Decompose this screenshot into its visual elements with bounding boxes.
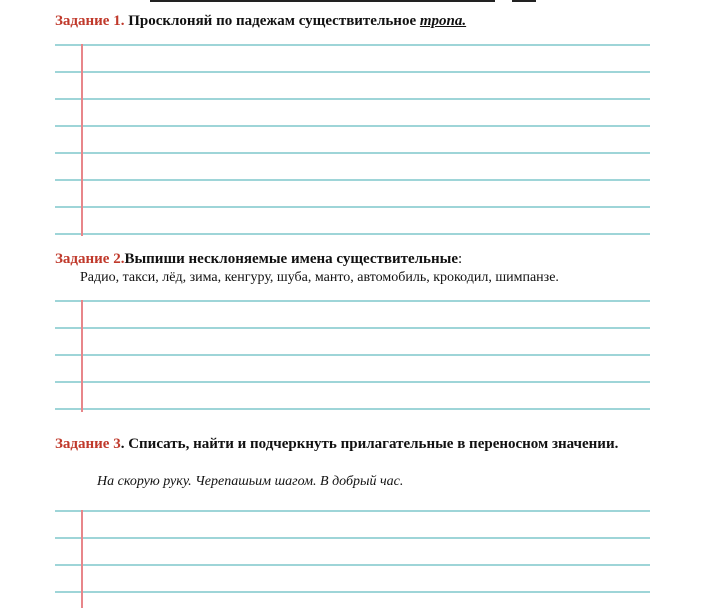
top-underline-short — [512, 0, 536, 2]
task-3-heading — [55, 435, 625, 454]
task-3-phrases: На скорую руку. Черепашьим шагом. В добрый час. — [97, 474, 404, 489]
top-underline — [150, 0, 495, 2]
task-1-heading — [55, 12, 655, 31]
ruled-line — [55, 179, 650, 181]
task-2-lined-area — [55, 300, 650, 416]
task-3-lined-area — [55, 510, 650, 608]
ruled-line — [55, 152, 650, 154]
ruled-line — [55, 206, 650, 208]
ruled-line — [55, 125, 650, 127]
ruled-line — [55, 71, 650, 73]
ruled-line — [55, 44, 650, 46]
task-1-number: Задание 1 — [55, 13, 121, 29]
task-2-text: Выпиши несклоняемые имена существительные — [124, 251, 458, 267]
task-2-heading — [55, 250, 655, 269]
task-3-text: . Списать, найти и подчеркнуть прилагательные в переносном значении. — [120, 436, 619, 452]
margin-line — [81, 510, 83, 608]
task-1-word: тропа. — [419, 13, 467, 29]
ruled-line — [55, 591, 650, 593]
ruled-line — [55, 98, 650, 100]
task-1-lined-area — [55, 44, 650, 240]
ruled-line — [55, 564, 650, 566]
ruled-line — [55, 510, 650, 512]
task-2-tail: : — [458, 251, 463, 267]
margin-line — [81, 44, 83, 236]
task-3-number: Задание 3 — [55, 436, 121, 452]
task-2-word-list: Радио, такси, лёд, зима, кенгуру, шуба, манто, автомобиль, крокодил, шимпанзе. — [80, 270, 559, 285]
task-1-text: Просклоняй по падежам существительное — [124, 13, 420, 29]
ruled-line — [55, 354, 650, 356]
ruled-line — [55, 408, 650, 410]
margin-line — [81, 300, 83, 412]
ruled-line — [55, 233, 650, 235]
ruled-line — [55, 537, 650, 539]
task-1-separator: . — [120, 13, 125, 29]
ruled-line — [55, 381, 650, 383]
task-2-separator: . — [120, 251, 125, 267]
ruled-line — [55, 300, 650, 302]
task-2-number: Задание 2 — [55, 251, 121, 267]
ruled-line — [55, 327, 650, 329]
